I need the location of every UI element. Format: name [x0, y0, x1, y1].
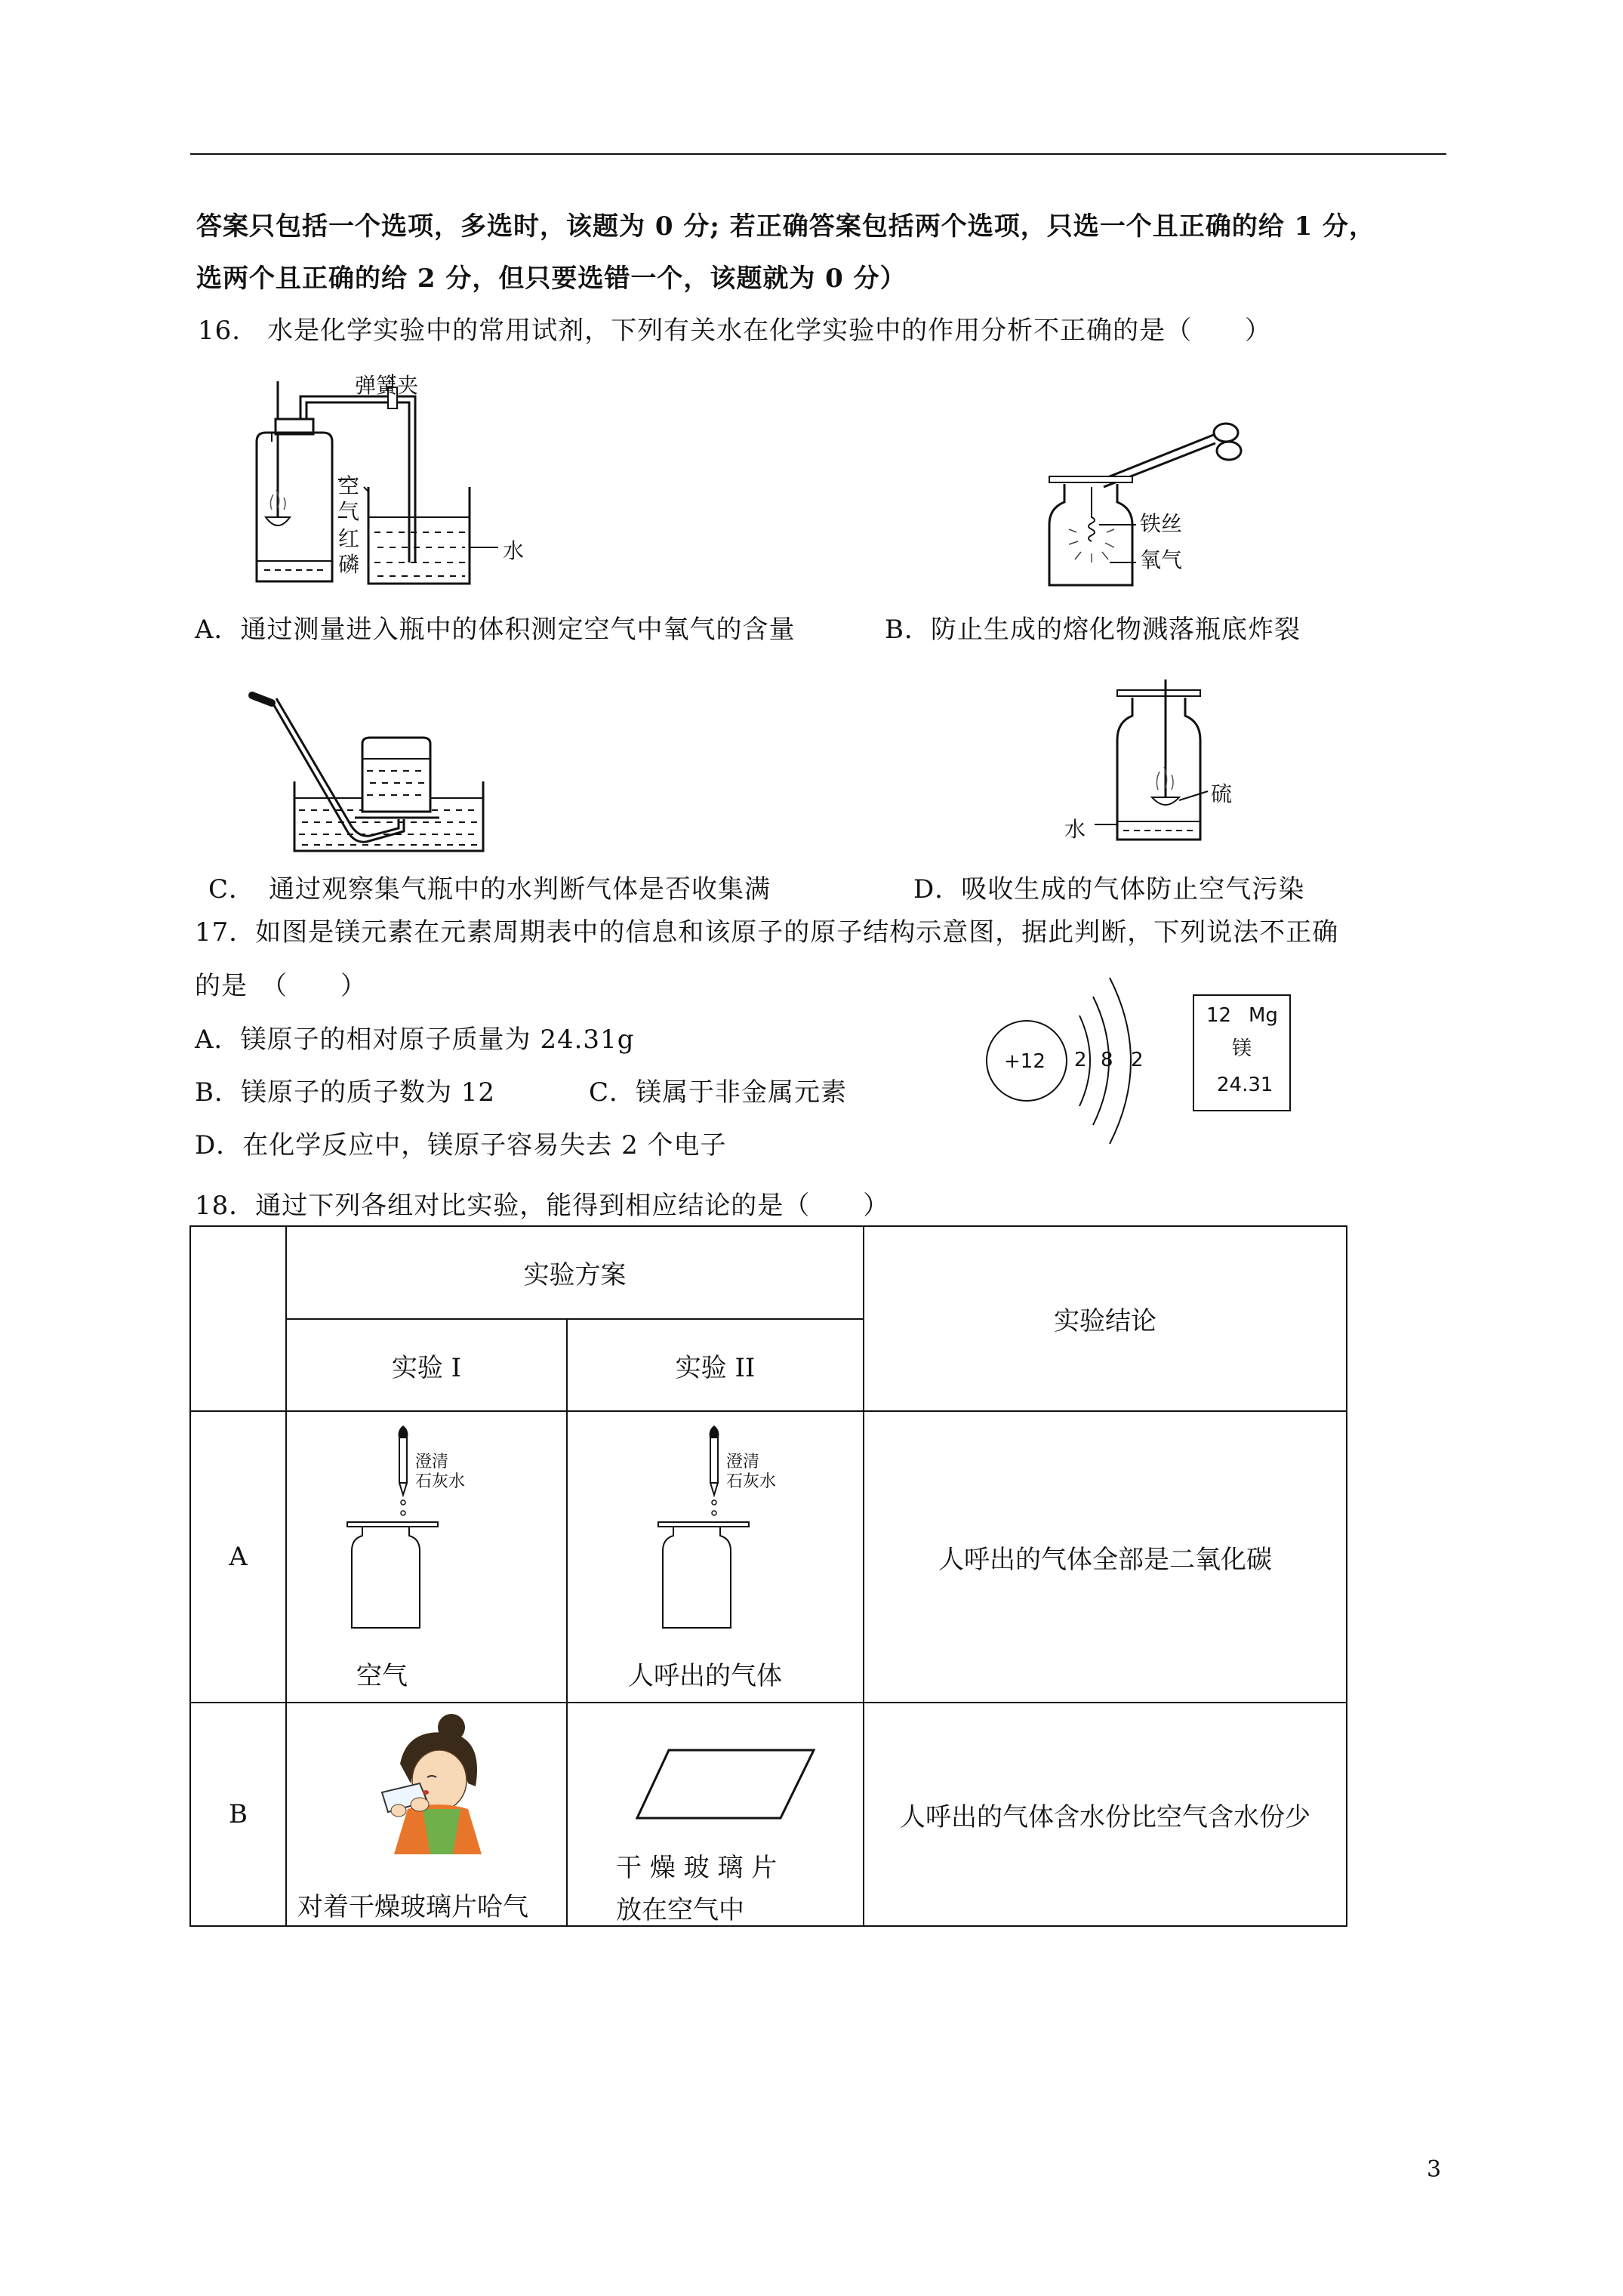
glass-plate-drawing: [636, 1749, 817, 1824]
label-air-2: 气: [338, 499, 360, 524]
row-a-conclusion-text: 人呼出的气体全部是二氧化碳: [938, 1544, 1272, 1575]
table-row-a-exp1: [286, 1411, 567, 1703]
table-header-exp1: [286, 1319, 567, 1411]
table-row-a-exp2: [567, 1411, 864, 1703]
figure-16c-gas-collection: [242, 683, 498, 857]
label-spring-clip: 弹簧夹: [355, 373, 419, 398]
table-row-a-conclusion: [864, 1411, 1347, 1703]
row-b-label: B: [229, 1799, 248, 1829]
figure-16a-apparatus: [242, 366, 544, 593]
dropper-label-a1-line2: 石灰水: [415, 1472, 466, 1491]
instruction-line-1: 答案只包括一个选项，多选时，该题为 0 分; 若正确答案包括两个选项，只选一个且正确的给 1 分，: [196, 211, 1376, 242]
page-number: 3: [1427, 2156, 1443, 2183]
dropper-label-a2-line2: 石灰水: [726, 1472, 777, 1491]
label-water-d: 水: [1064, 817, 1086, 842]
row-b-conclusion-text: 人呼出的气体含水份比空气含水份少: [900, 1801, 1310, 1832]
table-corner-cell: [190, 1226, 286, 1411]
label-air-1: 空: [338, 473, 360, 498]
header-exp2-text: 实验 II: [675, 1352, 756, 1383]
header-exp1-text: 实验 I: [391, 1352, 462, 1383]
table-header-exp2: [567, 1319, 864, 1411]
sulfur-drawing: [1087, 680, 1283, 861]
row-a-exp2-caption: 人呼出的气体: [628, 1661, 782, 1691]
atom-nucleus: +12: [1004, 1050, 1046, 1073]
element-name: 镁: [1232, 1037, 1252, 1060]
table-row-label-a: [190, 1411, 286, 1703]
experiment-table: [189, 1225, 1347, 1927]
label-iron-wire: 铁丝: [1140, 511, 1183, 536]
phosphorus-apparatus-drawing: [242, 366, 544, 593]
table-header-conclusion: [864, 1226, 1347, 1411]
atom-shell-3: 2: [1131, 1049, 1144, 1071]
row-a-exp1-caption: 空气: [356, 1661, 408, 1691]
figure-16d-sulfur: [1087, 680, 1283, 861]
option-17c: C．镁属于非金属元素: [589, 1077, 848, 1108]
label-red-2: 磷: [338, 552, 360, 577]
option-16a: A．通过测量进入瓶中的体积测定空气中氧气的含量: [195, 615, 796, 645]
row-b-exp2-caption-1: 干 燥 玻 璃 片: [616, 1853, 778, 1883]
dropper-label-a2-line1: 澄清: [726, 1453, 760, 1472]
question-17-stem-1: 17．如图是镁元素在元素周期表中的信息和该原子的原子结构示意图，据此判断，下列说法不正确: [195, 917, 1339, 948]
option-17b: B．镁原子的质子数为 12: [195, 1077, 496, 1108]
header-scheme-text: 实验方案: [523, 1260, 627, 1290]
option-16b: B．防止生成的熔化物溅落瓶底炸裂: [885, 615, 1301, 645]
option-17a: A．镁原子的相对原子质量为 24.31g: [195, 1025, 635, 1055]
header-conclusion-text: 实验结论: [1054, 1306, 1156, 1336]
label-oxygen: 氧气: [1140, 547, 1183, 572]
table-row-b-conclusion: [864, 1703, 1347, 1926]
atom-shell-2: 8: [1101, 1049, 1113, 1071]
element-symbol: Mg: [1249, 1004, 1278, 1027]
label-sulfur: 硫: [1211, 781, 1233, 806]
table-header-scheme: [286, 1226, 864, 1319]
element-card: [1193, 994, 1291, 1111]
header-rule: [190, 153, 1446, 155]
table-row-b-exp1: [286, 1703, 567, 1926]
row-b-exp1-caption: 对着干燥玻璃片哈气: [297, 1892, 528, 1922]
dropper-label-a1-line1: 澄清: [415, 1453, 449, 1472]
atom-shell-1: 2: [1074, 1049, 1087, 1071]
question-17-stem-2: 的是 （ ）: [195, 971, 367, 1001]
option-16d: D．吸收生成的气体防止空气污染: [913, 874, 1305, 905]
table-row-b-exp2: [567, 1703, 864, 1926]
table-row-label-b: [190, 1703, 286, 1926]
instruction-line-2: 选两个且正确的给 2 分，但只要选错一个，该题就为 0 分）: [196, 264, 907, 294]
label-red-1: 红: [338, 526, 360, 551]
gas-collection-drawing: [242, 683, 498, 857]
option-16c: C． 通过观察集气瓶中的水判断气体是否收集满: [208, 874, 771, 905]
girl-breathing-illustration: [355, 1711, 506, 1854]
option-17d: D．在化学反应中，镁原子容易失去 2 个电子: [195, 1130, 727, 1160]
element-mass: 24.31: [1217, 1074, 1273, 1096]
row-b-exp2-caption-2: 放在空气中: [616, 1895, 744, 1925]
question-18-stem: 18．通过下列各组对比实验，能得到相应结论的是（ ）: [195, 1191, 890, 1221]
label-water-a: 水: [503, 538, 525, 563]
row-a-label: A: [229, 1542, 248, 1572]
question-16-stem: 16. 水是化学实验中的常用试剂，下列有关水在化学实验中的作用分析不正确的是（ ）: [198, 316, 1272, 346]
element-atomic-number: 12: [1206, 1004, 1232, 1027]
